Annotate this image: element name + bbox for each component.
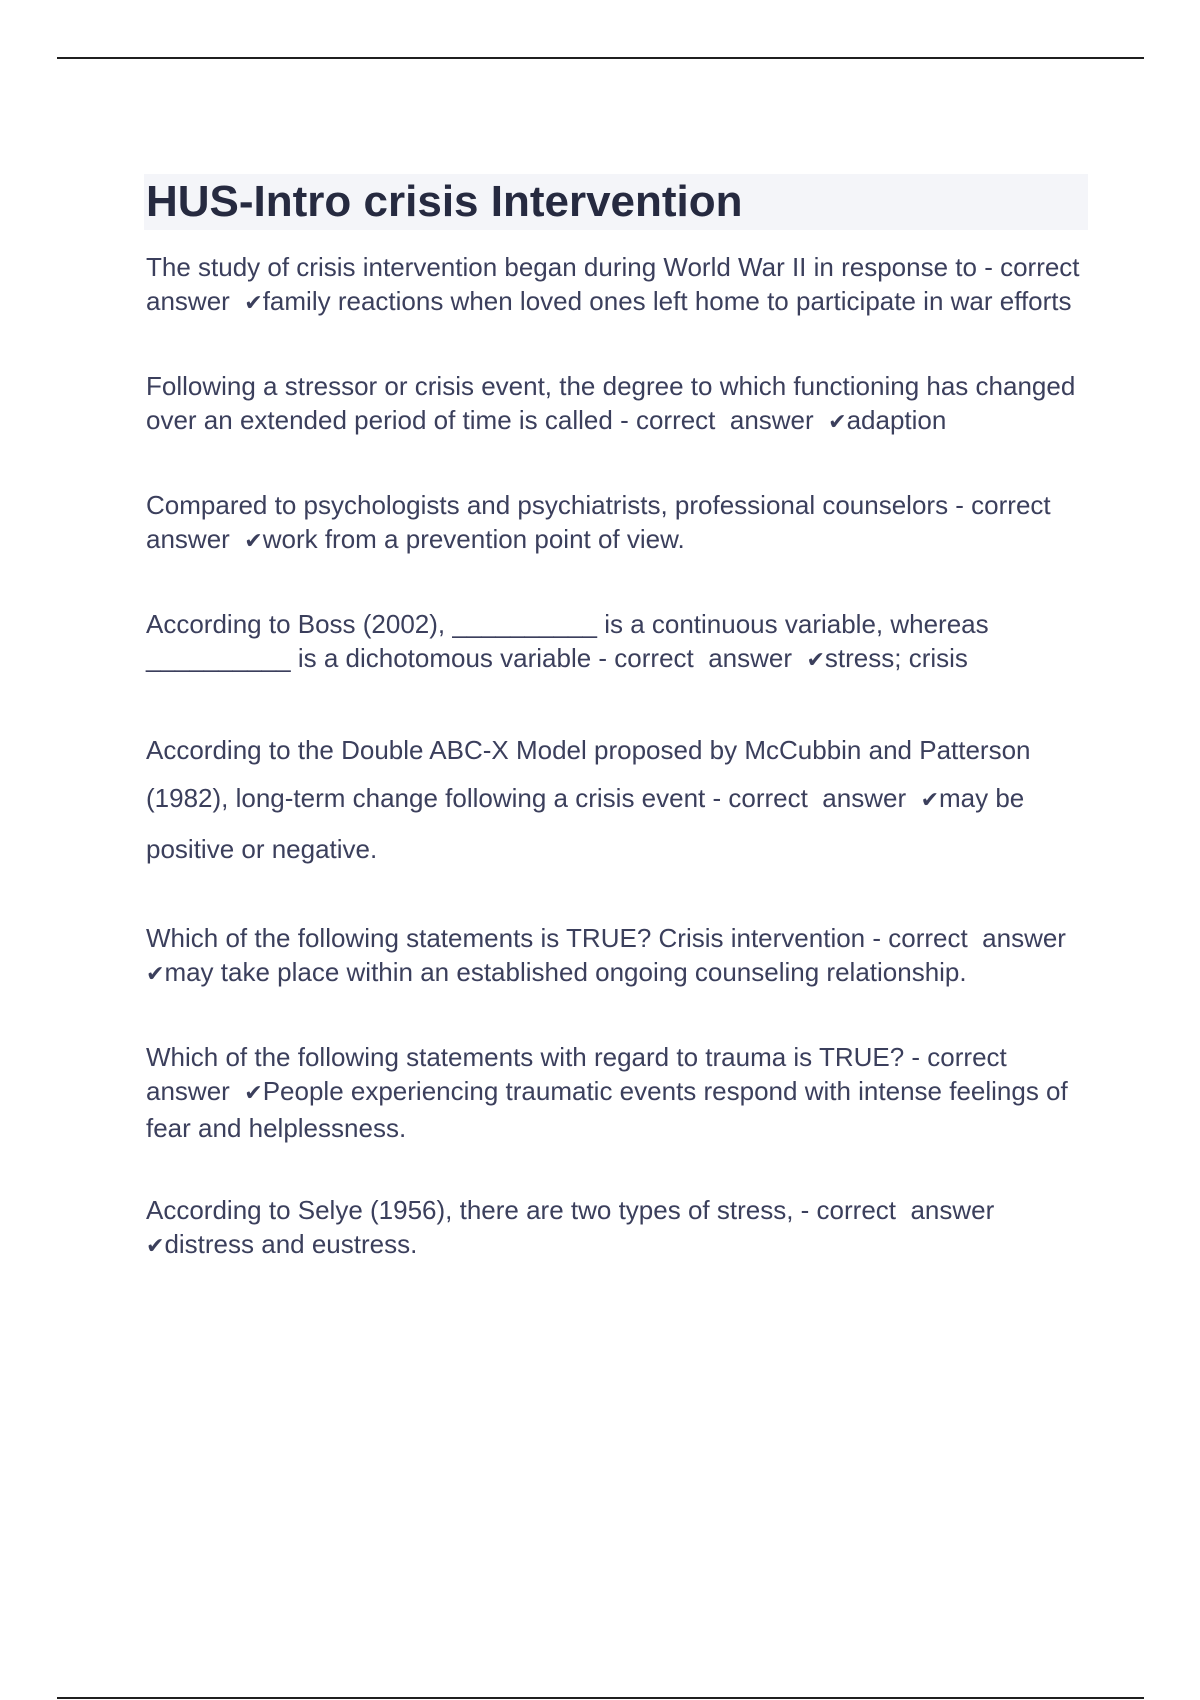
answer-text: stress; crisis [824, 643, 968, 673]
checkmark-icon: ✔ [806, 648, 825, 673]
checkmark-icon: ✔ [920, 788, 939, 813]
page-title: HUS-Intro crisis Intervention [144, 174, 1088, 230]
qa-item [146, 1193, 1090, 1264]
question-text: Which of the following statements is TRUE? Crisis intervention [146, 923, 866, 953]
correct-answer-label: - correct answer [146, 490, 1066, 554]
qa-item [146, 921, 1090, 992]
question-text: According to Selye (1956), there are two types of stress, [146, 1195, 794, 1225]
correct-answer-label: - correct answer [612, 405, 829, 435]
question-text: Compared to psychologists and psychiatrists, professional counselors [146, 490, 949, 520]
checkmark-icon: ✔ [244, 529, 263, 554]
answer-text: may be positive or negative. [146, 783, 1032, 864]
answer-text: distress and eustress. [164, 1229, 418, 1259]
qa-item [146, 369, 1090, 440]
answer-text: may take place within an established ongoing counseling relationship. [164, 957, 967, 987]
correct-answer-label: - correct answer [865, 923, 1081, 953]
correct-answer-label: - correct answer [146, 252, 1094, 316]
answer-text: family reactions when loved ones left home to participate in war efforts [262, 286, 1072, 316]
answer-text: People experiencing traumatic events respond with intense feelings of fear and helplessness. [146, 1076, 1075, 1143]
correct-answer-label: - correct answer [793, 1195, 1009, 1225]
question-text: Following a stressor or crisis event, the degree to which functioning has changed over an extended period of time is called [146, 371, 1083, 435]
qa-item [146, 607, 1090, 678]
question-text: According to the Double ABC-X Model proposed by McCubbin and Patterson (1982), long-term change following a crisis event [146, 735, 1038, 813]
checkmark-icon: ✔ [244, 291, 263, 316]
correct-answer-label: - correct answer [146, 1042, 1022, 1106]
checkmark-icon: ✔ [828, 410, 847, 435]
checkmark-icon: ✔ [244, 1081, 263, 1106]
question-text: According to Boss (2002), __________ is a continuous variable, whereas __________ is a dichotomous variable [146, 609, 996, 673]
top-divider [57, 57, 1144, 59]
checkmark-icon: ✔ [146, 962, 165, 987]
answer-text: work from a prevention point of view. [262, 524, 685, 554]
qa-item [146, 488, 1090, 559]
qa-item [146, 1040, 1090, 1145]
question-text: The study of crisis intervention began during World War II in response to [146, 252, 977, 282]
correct-answer-label: - correct answer [591, 643, 807, 673]
qa-list [146, 250, 1094, 1264]
qa-item [146, 726, 1090, 873]
answer-text: adaption [846, 405, 947, 435]
question-text: Which of the following statements with regard to trauma is TRUE? [146, 1042, 905, 1072]
qa-item [146, 250, 1094, 321]
checkmark-icon: ✔ [146, 1234, 165, 1259]
correct-answer-label: - correct answer [705, 783, 921, 813]
bottom-divider [57, 1697, 1144, 1699]
